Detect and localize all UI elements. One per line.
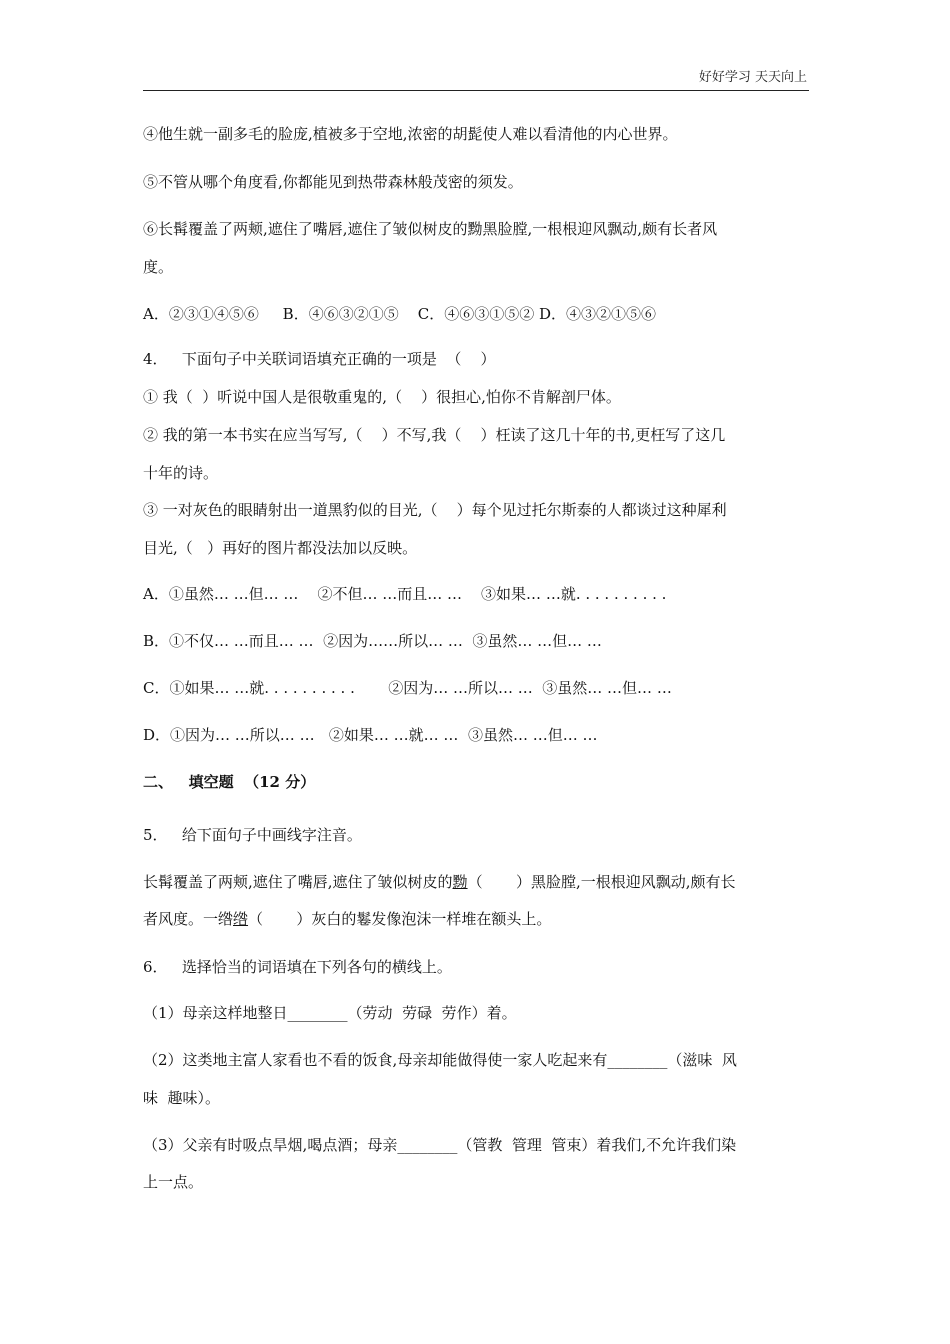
question-6-stem: 6． 选择恰当的词语填在下列各句的横线上。 bbox=[143, 958, 452, 976]
q5-text: 者风度。一绺 bbox=[143, 910, 234, 928]
question-5-stem: 5． 给下面句子中画线字注音。 bbox=[143, 826, 362, 844]
q5-underlined-char-1: 黝 bbox=[452, 873, 468, 891]
q4-option-c: C．①如果… …就. . . . . . . . . . ②因为… …所以… … ③虽然… …但… … bbox=[143, 679, 672, 697]
option-sentence-5: ⑤不管从哪个角度看,你都能见到热带森林般茂密的须发。 bbox=[143, 173, 523, 191]
q5-text: （ ）黑脸膛,一根根迎风飘动,颇有长 bbox=[467, 873, 736, 891]
q5-text: （ ）灰白的鬈发像泡沫一样堆在额头上。 bbox=[248, 910, 552, 928]
header-motto: 好好学习 天天向上 bbox=[698, 70, 807, 85]
q6-item-2: （2）这类地主富人家看也不看的饭食,母亲却能做得使一家人吃起来有________（滋味 风 bbox=[143, 1051, 737, 1069]
q4-sentence-3-cont: 目光,（ ）再好的图片都没法加以反映。 bbox=[143, 539, 418, 557]
q4-option-d: D．①因为… …所以… … ②如果… …就… … ③虽然… …但… … bbox=[143, 726, 598, 744]
q6-item-3-cont: 上一点。 bbox=[143, 1173, 204, 1191]
option-sentence-6: ⑥长髯覆盖了两颊,遮住了嘴唇,遮住了皱似树皮的黝黑脸膛,一根根迎风飘动,颇有长者风 bbox=[143, 220, 718, 238]
question-4-stem: 4． 下面句子中关联词语填充正确的一项是 （ ） bbox=[143, 350, 496, 368]
q4-sentence-3: ③ 一对灰色的眼睛射出一道黑豹似的目光,（ ）每个见过托尔斯泰的人都谈过这种犀利 bbox=[143, 501, 727, 519]
q4-sentence-2-cont: 十年的诗。 bbox=[143, 464, 219, 482]
q4-sentence-2: ② 我的第一本书实在应当写写,（ ）不写,我（ ）枉读了这几十年的书,更枉写了这几 bbox=[143, 426, 726, 444]
q6-item-2-cont: 味 趣味）。 bbox=[143, 1089, 221, 1107]
q5-passage-line-2 bbox=[143, 909, 551, 929]
section-2-heading: 二、 填空题 （12 分） bbox=[143, 773, 316, 791]
q5-passage-line-1 bbox=[143, 872, 735, 892]
q6-item-3: （3）父亲有时吸点旱烟,喝点酒；母亲________（管教 管理 管束）着我们,不允许我们染 bbox=[143, 1136, 737, 1154]
option-sentence-4: ④他生就一副多毛的脸庞,植被多于空地,浓密的胡髭使人难以看清他的内心世界。 bbox=[143, 125, 678, 143]
q4-option-a: A．①虽然… …但… … ②不但… …而且… … ③如果… …就. . . . . . . . . . bbox=[143, 585, 667, 603]
q4-sentence-1: ① 我（ ）听说中国人是很敬重鬼的,（ ）很担心,怕你不肯解剖尸体。 bbox=[143, 388, 621, 406]
q5-underlined-char-2: 绺 bbox=[233, 910, 249, 928]
q6-item-1: （1）母亲这样地整日________（劳动 劳碌 劳作）着。 bbox=[143, 1004, 517, 1022]
q4-option-b: B．①不仅… …而且… … ②因为……所以… … ③虽然… …但… … bbox=[143, 632, 602, 650]
option-sentence-6-cont: 度。 bbox=[143, 258, 174, 276]
header-divider bbox=[143, 90, 809, 91]
q5-text: 长髯覆盖了两颊,遮住了嘴唇,遮住了皱似树皮的 bbox=[143, 873, 453, 891]
q3-answer-options: A．②③①④⑤⑥ B．④⑥③②①⑤ C．④⑥③①⑤② D．④③②①⑤⑥ bbox=[143, 305, 657, 323]
